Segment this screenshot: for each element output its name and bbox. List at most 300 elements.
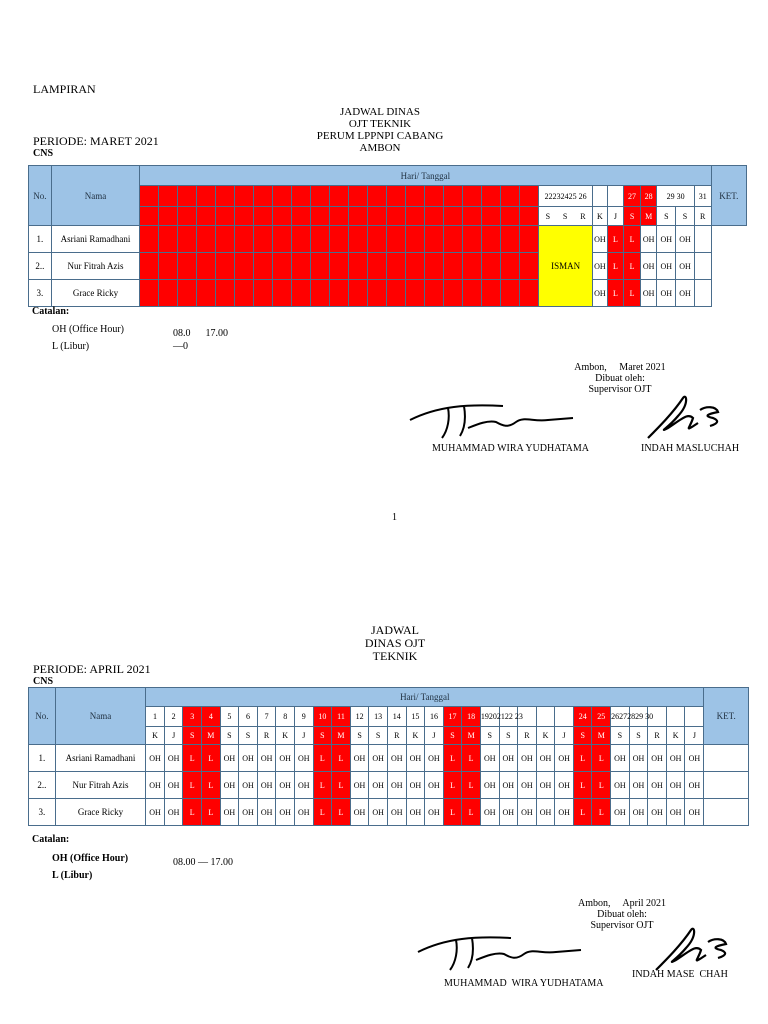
schedule-cell [463, 280, 482, 307]
schedule-cell: L [313, 772, 332, 799]
day-cell: S [573, 727, 592, 745]
date-cell [666, 707, 685, 727]
day-cell [406, 207, 425, 226]
schedule-cell: OH [425, 799, 444, 826]
date-cell: 27 [624, 186, 641, 207]
day-cell: S [313, 727, 332, 745]
day-cell: M [462, 727, 481, 745]
schedule-cell [140, 253, 159, 280]
row-name: Grace Ricky [55, 799, 146, 826]
schedule-cell: L [183, 772, 202, 799]
schedule-cell: L [183, 799, 202, 826]
day-cell [311, 207, 330, 226]
date-cell [607, 186, 624, 207]
date-cell [425, 186, 444, 207]
date-cell: 22232425 26 [539, 186, 593, 207]
day-cell [197, 207, 216, 226]
day-cell [292, 207, 311, 226]
day-cell: J [294, 727, 313, 745]
schedule-cell [292, 226, 311, 253]
row-name: Asriani Ramadhani [55, 745, 146, 772]
schedule-cell: OH [480, 772, 499, 799]
date-cell [349, 186, 368, 207]
row-name: Grace Ricky [51, 280, 139, 307]
schedule-cell: OH [657, 280, 676, 307]
page2-signer-2: INDAH MASE CHAH [632, 969, 728, 980]
schedule-cell: OH [611, 772, 630, 799]
ket-cell [694, 253, 711, 280]
schedule-cell: L [202, 772, 221, 799]
row-number: 2.. [29, 253, 52, 280]
day-label: S [562, 211, 568, 221]
day-cell [425, 207, 444, 226]
date-cell [555, 707, 574, 727]
row-number: 2.. [29, 772, 56, 799]
schedule-cell: OH [387, 772, 406, 799]
schedule-cell: OH [350, 772, 369, 799]
schedule-cell: OH [593, 226, 608, 253]
schedule-cell [463, 226, 482, 253]
date-cell: 19202122 23 [480, 707, 499, 727]
day-label: R [580, 211, 586, 221]
schedule-cell [273, 280, 292, 307]
schedule-cell [216, 226, 235, 253]
date-cell: 2 [164, 707, 183, 727]
schedule-cell [482, 226, 501, 253]
ket-cell [704, 745, 749, 772]
schedule-cell [178, 226, 197, 253]
date-cell [387, 186, 406, 207]
schedule-cell: OH [239, 799, 258, 826]
date-cell [444, 186, 463, 207]
day-cell: S [657, 207, 676, 226]
date-cell [685, 707, 704, 727]
schedule-cell [501, 253, 520, 280]
row-number: 1. [29, 745, 56, 772]
page1-signer-2: INDAH MASLUCHAH [641, 443, 740, 454]
date-cell [178, 186, 197, 207]
schedule-cell: L [592, 745, 611, 772]
day-cell: S [369, 727, 388, 745]
schedule-cell: OH [593, 253, 608, 280]
schedule-cell: OH [220, 745, 239, 772]
schedule-cell: OH [257, 772, 276, 799]
schedule-cell: L [624, 226, 641, 253]
schedule-cell [482, 280, 501, 307]
page1-unit: CNS [33, 148, 54, 159]
schedule-cell [292, 253, 311, 280]
date-cell [254, 186, 273, 207]
schedule-cell: OH [555, 745, 574, 772]
page1-note-l: L (Libur) [52, 341, 90, 352]
schedule-cell: OH [220, 799, 239, 826]
schedule-cell [235, 226, 254, 253]
day-cell [387, 207, 406, 226]
schedule-cell [235, 280, 254, 307]
schedule-cell [140, 280, 159, 307]
row-name: Nur Fitrah Azis [51, 253, 139, 280]
col-nama-header: Nama [51, 166, 139, 226]
date-cell: 17 [443, 707, 462, 727]
schedule-cell [482, 253, 501, 280]
date-cell: 25 [592, 707, 611, 727]
schedule-cell: OH [387, 799, 406, 826]
col-no-header: No. [29, 688, 56, 745]
day-cell: M [640, 207, 657, 226]
schedule-cell [501, 280, 520, 307]
schedule-cell [159, 280, 178, 307]
date-cell: 26272829 30 [611, 707, 630, 727]
page2-note-l: L (Libur) [52, 870, 93, 881]
schedule-cell: OH [676, 280, 695, 307]
schedule-cell: OH [499, 772, 518, 799]
day-cell: K [406, 727, 425, 745]
page2-title [340, 624, 450, 663]
date-cell [593, 186, 608, 207]
schedule-cell: L [573, 772, 592, 799]
schedule-cell: L [443, 799, 462, 826]
schedule-cell: L [462, 772, 481, 799]
table-row [29, 745, 749, 772]
day-cell [216, 207, 235, 226]
date-cell: 13 [369, 707, 388, 727]
schedule-cell: OH [640, 253, 657, 280]
day-cell [349, 207, 368, 226]
page2-title-line-2: DINAS OJT [364, 636, 426, 650]
ket-cell [694, 280, 711, 307]
day-cell: S [611, 727, 630, 745]
schedule-cell: OH [666, 772, 685, 799]
page1-signature-2 [628, 388, 728, 448]
day-cell [273, 207, 292, 226]
schedule-cell: OH [294, 772, 313, 799]
schedule-cell [406, 280, 425, 307]
date-cell [406, 186, 425, 207]
schedule-cell: L [313, 745, 332, 772]
page2-place-date: Ambon, April 2021 [577, 898, 667, 909]
page2-signer-1: MUHAMMAD WIRA YUDHATAMA [444, 978, 604, 989]
day-cell [368, 207, 387, 226]
day-cell [235, 207, 254, 226]
date-cell: 8 [276, 707, 295, 727]
day-cell [482, 207, 501, 226]
schedule-cell: OH [146, 799, 165, 826]
schedule-cell: OH [648, 745, 667, 772]
page2-note-oh: OH (Office Hour) [52, 853, 129, 864]
date-cell: 3 [183, 707, 202, 727]
page1-note-oh-time: 08.0 17.00 [173, 328, 228, 339]
day-cell: S [480, 727, 499, 745]
day-cell: R [648, 727, 667, 745]
schedule-cell: OH [518, 799, 537, 826]
col-ket-header: KET. [711, 166, 746, 226]
ket-cell [704, 772, 749, 799]
page1-supervisor: Supervisor OJT [588, 384, 652, 395]
schedule-cell: L [202, 745, 221, 772]
schedule-cell: OH [499, 745, 518, 772]
schedule-cell [406, 226, 425, 253]
schedule-cell: OH [164, 772, 183, 799]
schedule-cell [330, 280, 349, 307]
schedule-cell: L [202, 799, 221, 826]
page2-signature-1 [416, 930, 586, 980]
schedule-cell: OH [611, 799, 630, 826]
page2-title-line-1: JADWAL [371, 623, 419, 637]
day-cell: J [164, 727, 183, 745]
schedule-cell: OH [676, 226, 695, 253]
schedule-cell [254, 280, 273, 307]
date-cell [482, 186, 501, 207]
schedule-cell [520, 280, 539, 307]
schedule-cell: OH [406, 799, 425, 826]
schedule-cell [349, 280, 368, 307]
schedule-cell [368, 226, 387, 253]
day-cell [463, 207, 482, 226]
schedule-cell: L [573, 745, 592, 772]
schedule-cell: OH [369, 745, 388, 772]
schedule-cell [197, 280, 216, 307]
schedule-cell [311, 280, 330, 307]
schedule-cell [387, 280, 406, 307]
schedule-cell: L [332, 772, 351, 799]
day-cell: R [694, 207, 711, 226]
table-row [29, 772, 749, 799]
page2-title-line-3: TEKNIK [372, 649, 418, 663]
page2-periode: PERIODE: APRIL 2021 [33, 662, 151, 676]
date-cell: 7 [257, 707, 276, 727]
day-cell: M [592, 727, 611, 745]
schedule-cell: OH [666, 799, 685, 826]
schedule-cell: L [462, 799, 481, 826]
day-cell [178, 207, 197, 226]
schedule-cell: OH [239, 772, 258, 799]
header-row [29, 688, 749, 707]
schedule-cell: L [607, 253, 624, 280]
header-row [29, 166, 747, 186]
date-cell: 31 [694, 186, 711, 207]
page1-note-oh: OH (Office Hour) [52, 324, 125, 335]
schedule-cell: OH [536, 799, 555, 826]
row-name: Nur Fitrah Azis [55, 772, 146, 799]
page1-title [300, 106, 460, 154]
table-row [29, 253, 747, 280]
date-cell: 16 [425, 707, 444, 727]
day-cell: S [220, 727, 239, 745]
schedule-cell [501, 226, 520, 253]
date-cell [311, 186, 330, 207]
schedule-cell: OH [629, 799, 648, 826]
schedule-cell [520, 226, 539, 253]
schedule-cell: L [573, 799, 592, 826]
isman-merged-cell: ISMAN [539, 226, 593, 307]
schedule-cell: OH [406, 772, 425, 799]
schedule-cell: L [443, 745, 462, 772]
day-cell: S [350, 727, 369, 745]
page1-title-line-2: OJT TEKNIK [348, 118, 412, 130]
page1-place-date: Ambon, Maret 2021 [574, 362, 666, 373]
schedule-cell [140, 226, 159, 253]
page2-schedule-table [28, 687, 749, 826]
schedule-cell [349, 253, 368, 280]
schedule-cell: OH [499, 799, 518, 826]
schedule-cell [273, 226, 292, 253]
col-ket-header: KET. [704, 688, 749, 745]
schedule-cell [159, 226, 178, 253]
schedule-cell [216, 253, 235, 280]
col-no-header: No. [29, 166, 52, 226]
page1-schedule-table [28, 165, 747, 307]
date-cell [501, 186, 520, 207]
date-cell: 29 30 [657, 186, 694, 207]
schedule-cell: L [624, 253, 641, 280]
day-cell: J [685, 727, 704, 745]
schedule-cell: L [332, 745, 351, 772]
row-number: 3. [29, 280, 52, 307]
schedule-cell: OH [648, 799, 667, 826]
date-cell [273, 186, 292, 207]
day-cell [330, 207, 349, 226]
date-cell: 15 [406, 707, 425, 727]
day-cell: R [387, 727, 406, 745]
schedule-cell: OH [406, 745, 425, 772]
ket-cell [704, 799, 749, 826]
schedule-cell [178, 253, 197, 280]
date-cell: 6 [239, 707, 258, 727]
date-cell: 10 [313, 707, 332, 727]
date-cell [368, 186, 387, 207]
schedule-cell [444, 226, 463, 253]
day-cell: J [555, 727, 574, 745]
page1-periode: PERIODE: MARET 2021 [33, 134, 159, 148]
day-cell [140, 207, 159, 226]
schedule-cell: OH [276, 745, 295, 772]
row-name: Asriani Ramadhani [51, 226, 139, 253]
day-cell [159, 207, 178, 226]
date-cell [463, 186, 482, 207]
schedule-cell [406, 253, 425, 280]
day-cell: M [202, 727, 221, 745]
schedule-cell: L [462, 745, 481, 772]
date-cell [159, 186, 178, 207]
day-cell: S [624, 207, 641, 226]
schedule-cell [273, 253, 292, 280]
page1-title-line-1: JADWAL DINAS [340, 106, 420, 118]
schedule-cell [197, 226, 216, 253]
schedule-cell: OH [555, 799, 574, 826]
schedule-cell: OH [676, 253, 695, 280]
date-cell [536, 707, 555, 727]
schedule-cell: OH [276, 799, 295, 826]
day-cell [520, 207, 539, 226]
schedule-cell: OH [536, 745, 555, 772]
schedule-cell [368, 280, 387, 307]
schedule-cell [387, 253, 406, 280]
schedule-cell [292, 280, 311, 307]
schedule-cell [311, 253, 330, 280]
table-row [29, 799, 749, 826]
schedule-cell: OH [536, 772, 555, 799]
date-cell: 5 [220, 707, 239, 727]
day-cell: M [332, 727, 351, 745]
date-cell: 24 [573, 707, 592, 727]
day-cell [254, 207, 273, 226]
schedule-cell: OH [350, 745, 369, 772]
schedule-cell: OH [629, 772, 648, 799]
date-cell [197, 186, 216, 207]
day-cell: K [276, 727, 295, 745]
schedule-cell: OH [518, 772, 537, 799]
schedule-cell [444, 280, 463, 307]
schedule-cell: OH [257, 745, 276, 772]
day-cell: S [239, 727, 258, 745]
schedule-cell [159, 253, 178, 280]
schedule-cell: OH [387, 745, 406, 772]
schedule-cell [425, 280, 444, 307]
day-cell: S [443, 727, 462, 745]
schedule-cell: OH [239, 745, 258, 772]
day-cell: S [676, 207, 695, 226]
date-cell: 18 [462, 707, 481, 727]
hari-tanggal-header: Hari/ Tanggal [146, 688, 704, 707]
day-label: S [545, 211, 551, 221]
day-cell: J [425, 727, 444, 745]
schedule-cell: OH [350, 799, 369, 826]
schedule-cell [368, 253, 387, 280]
day-cell [501, 207, 520, 226]
schedule-cell: OH [685, 745, 704, 772]
schedule-cell: OH [257, 799, 276, 826]
schedule-cell: L [443, 772, 462, 799]
date-cell [216, 186, 235, 207]
schedule-cell: L [607, 226, 624, 253]
schedule-cell: OH [629, 745, 648, 772]
day-cell: S [183, 727, 202, 745]
page1-signature-1 [408, 398, 578, 448]
day-cell [444, 207, 463, 226]
schedule-cell: L [332, 799, 351, 826]
date-cell: 4 [202, 707, 221, 727]
schedule-cell [311, 226, 330, 253]
date-cell [140, 186, 159, 207]
schedule-cell: OH [640, 280, 657, 307]
schedule-cell: OH [666, 745, 685, 772]
schedule-cell [444, 253, 463, 280]
schedule-cell [178, 280, 197, 307]
day-cell: K [536, 727, 555, 745]
page2-note-oh-time: 08.00 — 17.00 [173, 857, 233, 868]
schedule-cell [235, 253, 254, 280]
schedule-cell [425, 253, 444, 280]
page2-supervisor: Supervisor OJT [590, 920, 654, 931]
schedule-cell [463, 253, 482, 280]
schedule-cell: OH [164, 745, 183, 772]
date-cell [292, 186, 311, 207]
ket-cell [694, 226, 711, 253]
schedule-cell [330, 253, 349, 280]
date-cell: 28 [640, 186, 657, 207]
schedule-cell: OH [220, 772, 239, 799]
page1-dibuat: Dibuat oleh: [595, 373, 645, 384]
schedule-cell: L [607, 280, 624, 307]
schedule-cell: OH [611, 745, 630, 772]
day-cell: R [518, 727, 537, 745]
schedule-cell: OH [593, 280, 608, 307]
schedule-cell: OH [369, 799, 388, 826]
page1-title-line-3: PERUM LPPNPI CABANG AMBON [316, 130, 444, 154]
schedule-cell: OH [555, 772, 574, 799]
day-cell: S [629, 727, 648, 745]
page1-signer-1: MUHAMMAD WIRA YUDHATAMA [432, 443, 589, 454]
